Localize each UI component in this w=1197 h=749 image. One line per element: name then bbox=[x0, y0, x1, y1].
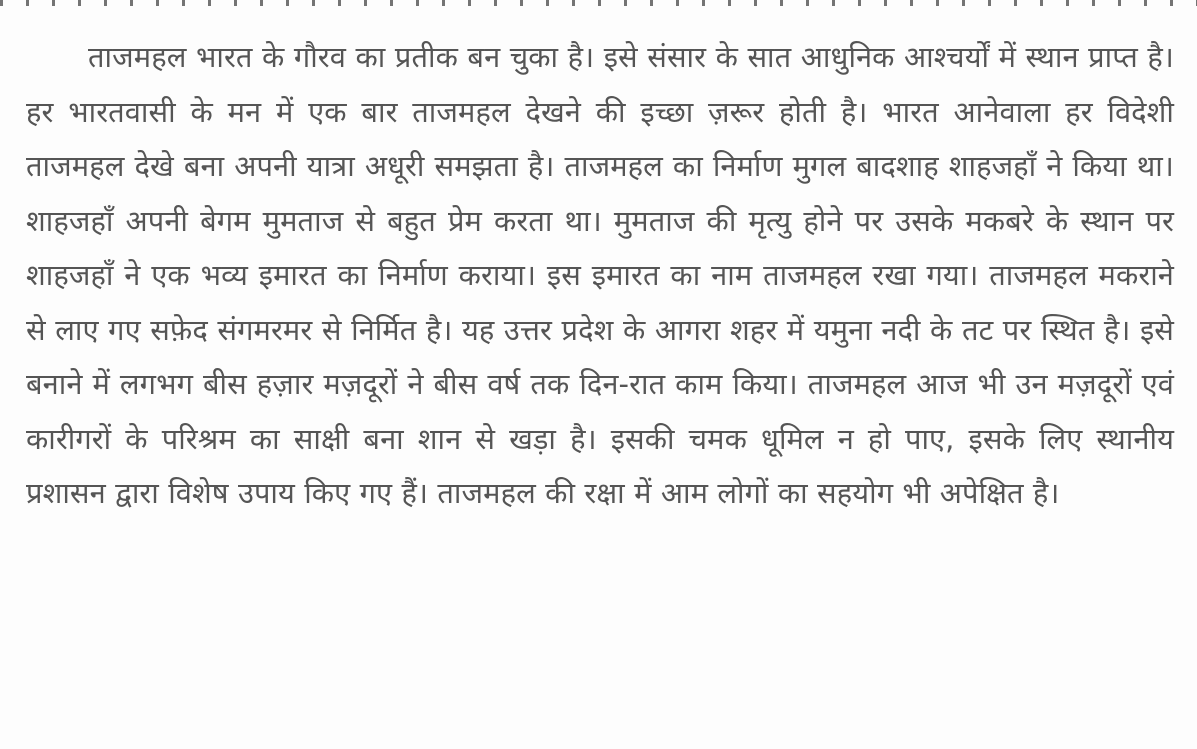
passage-paragraph: ताजमहल भारत के गौरव का प्रतीक बन चुका है। इसे संसार के सात आधुनिक आश्चर्यों में स्थान प्राप्त है। हर भारतवासी के मन में एक बार ताजमहल देखने की इच्छा ज़रूर होती है। भारत आनेवाला हर विदेशी ताजमहल देखे बना अपनी यात्रा अधूरी समझता है। ताजमहल का निर्माण मुगल बादशाह शाहजहाँ ने किया था। शाहजहाँ अपनी बेगम मुमताज से बहुत प्रेम करता था। मुमताज की मृत्यु होने पर उसके मकबरे के स्थान पर शाहजहाँ ने एक भव्य इमारत का निर्माण कराया। इस इमारत का नाम ताजमहल रखा गया। ताजमहल मकराने से लाए गए सफ़ेद संगमरमर से निर्मित है। यह उत्तर प्रदेश के आगरा शहर में यमुना नदी के तट पर स्थित है। इसे बनाने में लगभग बीस हज़ार मज़दूरों ने बीस वर्ष तक दिन-रात काम किया। ताजमहल आज भी उन मज़दूरों एवं कारीगरों के परिश्रम का साक्षी बना शान से खड़ा है। इसकी चमक धूमिल न हो पाए, इसके लिए स्थानीय प्रशासन द्वारा विशेष उपाय किए गए हैं। ताजमहल की रक्षा में आम लोगों का सहयोग भी अपेक्षित है। bbox=[26, 40, 1174, 510]
cropped-previous-line bbox=[0, 0, 1197, 6]
